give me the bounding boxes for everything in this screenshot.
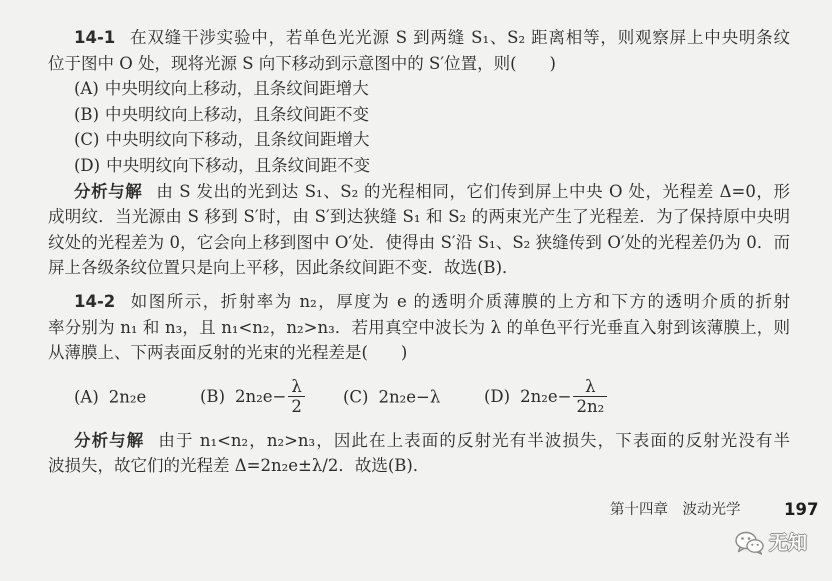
stem-line: 从薄膜上、下两表面反射的光束的光程差是( ): [48, 343, 408, 363]
option-expression: 2n₂e−: [520, 387, 572, 407]
analysis-text: 由 S 发出的光到达 S₁、S₂ 的光程相同，它们传到屏上中央 O 处，光程差 Δ=0，形: [156, 181, 790, 201]
stem-line: 率分别为 n₁ 和 n₃，且 n₁<n₂，n₂>n₃．若用真空中波长为 λ 的单色平行光垂直入射到该薄膜上，则: [48, 317, 790, 337]
option-text: 中央明纹向上移动，且条纹间距增大: [104, 79, 369, 99]
option-label: (B): [200, 387, 225, 407]
option-label: (A): [74, 79, 99, 99]
option-expression: 2n₂e: [108, 387, 147, 407]
option-b: [48, 102, 790, 128]
option-text: 中央明纹向下移动，且条纹间距不变: [106, 155, 371, 175]
fraction-numerator: λ: [585, 376, 596, 396]
option-label: (D): [484, 387, 511, 407]
option-label: (A): [74, 387, 99, 407]
option-d: [48, 153, 790, 179]
option-expression: 2n₂e−λ: [378, 387, 441, 407]
option-text: 中央明纹向下移动，且条纹间距增大: [105, 130, 370, 150]
option-b: [200, 378, 305, 416]
stem-text: 在双缝干涉实验中，若单色光光源 S 到两缝 S₁、S₂ 距离相等，则观察屏上中央明条纹: [129, 28, 790, 47]
footer-chapter-title: 第十四章 波动光学: [610, 502, 741, 518]
option-row: [48, 366, 790, 428]
fraction-numerator: λ: [291, 376, 302, 396]
option-label: (B): [74, 104, 99, 124]
analysis-line: [48, 179, 790, 205]
analysis-text: 由于 n₁<n₂，n₂>n₃，因此在上表面的反射光有半波损失，下表面的反射光没有半: [158, 430, 790, 450]
option-a: [74, 387, 146, 406]
option-text: 中央明纹向上移动，且条纹间距不变: [105, 104, 369, 124]
option-c: [343, 387, 440, 406]
problem-14-2: [48, 289, 790, 479]
option-label: (D): [74, 155, 101, 175]
analysis-label: 分析与解: [74, 430, 145, 450]
option-label: (C): [74, 130, 100, 150]
watermark-text: 无知: [769, 532, 808, 554]
stem-line: 位于图中 O 处，现将光源 S 向下移动到示意图中的 S′位置，则( ): [48, 53, 556, 73]
analysis-line: 成明纹．当光源由 S 移到 S′时，由 S′到达狭缝 S₁ 和 S₂ 的两束光产生了光程差．为了保持原中央明: [48, 207, 790, 227]
option-c: [48, 127, 790, 153]
option-label: (C): [343, 387, 369, 407]
analysis-line: 纹处的光程差为 0，它会向上移到图中 O′处．使得由 S′沿 S₁、S₂ 狭缝传到 O′处的光程差仍为 0．而: [48, 232, 790, 252]
stem-text: 如图所示，折射率为 n₂，厚度为 e 的透明介质薄膜的上方和下方的透明介质的折射: [129, 291, 790, 311]
fraction-denominator: 2n₂: [573, 396, 607, 416]
stem-line: [48, 25, 790, 51]
textbook-page: [48, 25, 790, 479]
problem-number: 14-1: [74, 28, 116, 47]
option-expression: 2n₂e−: [235, 387, 287, 407]
wechat-icon: [735, 531, 765, 555]
problem-number: 14-2: [74, 291, 116, 311]
watermark: [735, 531, 807, 555]
analysis-line: [48, 428, 790, 454]
analysis-label: 分析与解: [74, 181, 143, 201]
analysis-line: 屏上各级条纹位置只是向上平移，因此条纹间距不变．故选(B)．: [48, 258, 519, 278]
stem-line: [48, 289, 790, 315]
option-a: [48, 76, 790, 102]
option-d: [484, 378, 607, 416]
fraction: [288, 378, 305, 416]
fraction: [573, 378, 607, 416]
analysis-line: 波损失，故它们的光程差 Δ=2n₂e±λ/2．故选(B)．: [48, 456, 430, 476]
page-number: 197: [784, 500, 819, 519]
problem-14-1: [48, 25, 790, 281]
fraction-denominator: 2: [288, 396, 305, 416]
